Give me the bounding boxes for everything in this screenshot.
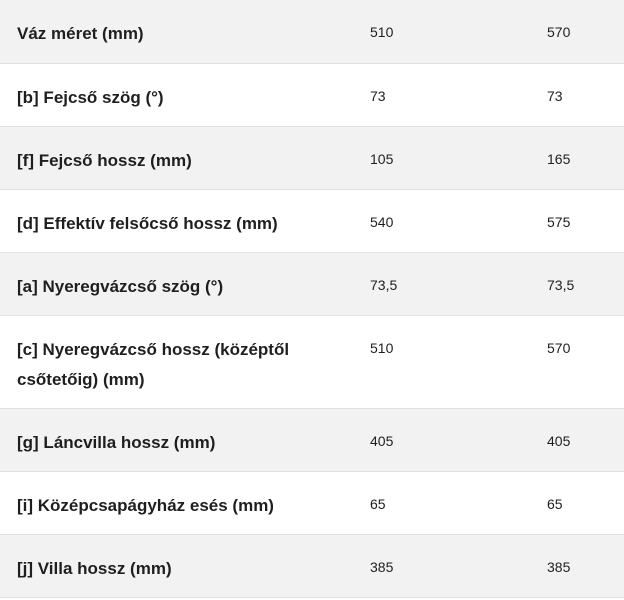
table-row-seat-tube-length [0, 316, 624, 409]
table-row-chainstay-length [0, 409, 624, 472]
table-row-seat-angle [0, 253, 624, 316]
table-row-bb-drop [0, 472, 624, 535]
row-label: [j] Villa hossz (mm) [17, 559, 172, 578]
row-value-size-1: 540 [370, 214, 394, 230]
table-row-effective-top-tube [0, 190, 624, 253]
row-value-size-1: 385 [370, 559, 394, 575]
table-row-head-angle [0, 64, 624, 127]
row-value-size-2: 65 [547, 496, 563, 512]
table-row-head-tube-length [0, 127, 624, 190]
row-value-size-1: 405 [370, 433, 394, 449]
row-label: [c] Nyeregvázcső hossz (középtől csőtetőig) (mm) [17, 340, 290, 389]
row-label: [a] Nyeregvázcső szög (°) [17, 277, 224, 296]
row-value-size-1: 510 [370, 24, 394, 40]
row-value-size-1: 73,5 [370, 277, 398, 293]
row-value-size-1: 105 [370, 151, 394, 167]
row-value-size-2: 570 [547, 24, 571, 40]
row-value-size-2: 73,5 [547, 277, 575, 293]
row-value-size-2: 73 [547, 88, 563, 104]
table-row-fork-length [0, 535, 624, 598]
row-value-size-1: 510 [370, 340, 394, 356]
row-label: [i] Középcsapágyház esés (mm) [17, 496, 274, 515]
row-value-size-2: 570 [547, 340, 571, 356]
row-value-size-2: 385 [547, 559, 571, 575]
row-label: [g] Láncvilla hossz (mm) [17, 433, 216, 452]
row-value-size-1: 65 [370, 496, 386, 512]
row-label: [f] Fejcső hossz (mm) [17, 151, 192, 170]
row-label: [b] Fejcső szög (°) [17, 88, 164, 107]
row-value-size-1: 73 [370, 88, 386, 104]
row-value-size-2: 165 [547, 151, 571, 167]
row-label: [d] Effektív felsőcső hossz (mm) [17, 214, 278, 233]
table-row-frame-size [0, 0, 624, 64]
row-value-size-2: 575 [547, 214, 571, 230]
row-label: Váz méret (mm) [17, 24, 144, 43]
row-value-size-2: 405 [547, 433, 571, 449]
